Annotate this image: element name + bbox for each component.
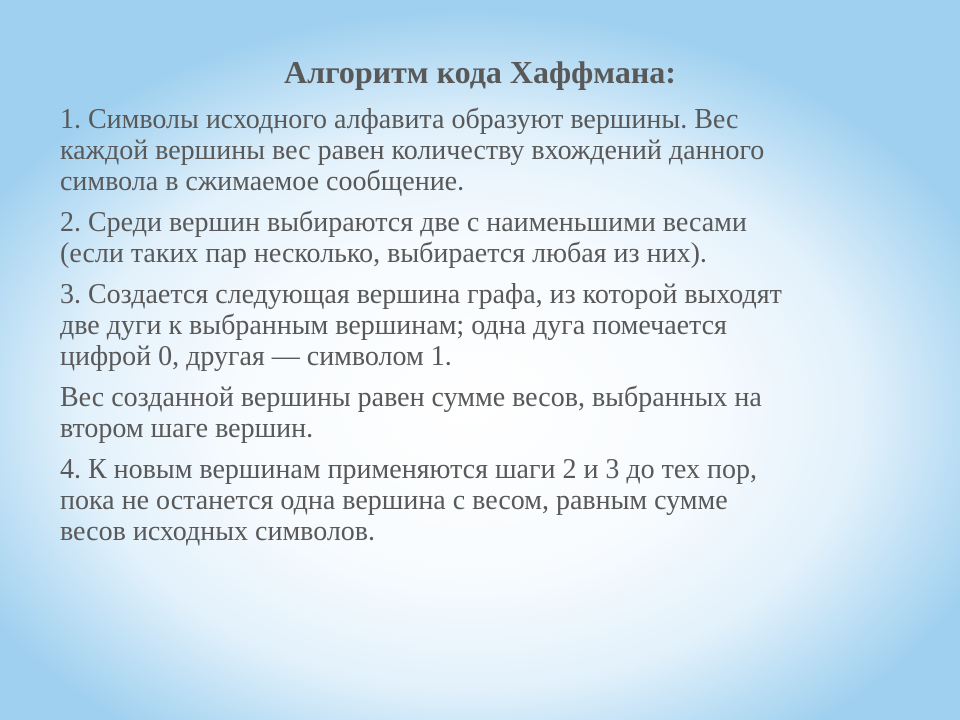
slide-body <box>60 104 900 557</box>
text-line: каждой вершины вес равен количеству вхождений данного <box>60 135 765 166</box>
text-line: две дуги к выбранным вершинам; одна дуга помечается <box>60 310 727 341</box>
paragraph-step-1 <box>60 104 900 197</box>
paragraph-step-4 <box>60 454 900 547</box>
paragraph-step-2 <box>60 207 900 269</box>
paragraph-weight-note <box>60 382 900 444</box>
text-line: весов исходных символов. <box>60 516 376 547</box>
slide-title: Алгоритм кода Хаффмана: <box>284 54 676 90</box>
text-line: символа в сжимаемое сообщение. <box>60 166 465 197</box>
text-line: 1. Символы исходного алфавита образуют вершины. Вес <box>60 104 739 135</box>
text-line: (если таких пар несколько, выбирается любая из них). <box>60 238 707 269</box>
text-line: Вес созданной вершины равен сумме весов, выбранных на <box>60 382 762 413</box>
text-line: 4. К новым вершинам применяются шаги 2 и 3 до тех пор, <box>60 454 757 485</box>
text-line: пока не останется одна вершина с весом, равным сумме <box>60 485 728 516</box>
paragraph-step-3 <box>60 279 900 372</box>
text-line: цифрой 0, другая — символом 1. <box>60 341 452 372</box>
text-line: 2. Среди вершин выбираются две с наименьшими весами <box>60 207 747 238</box>
text-line: втором шаге вершин. <box>60 413 314 444</box>
text-line: 3. Создается следующая вершина графа, из которой выходят <box>60 279 782 310</box>
